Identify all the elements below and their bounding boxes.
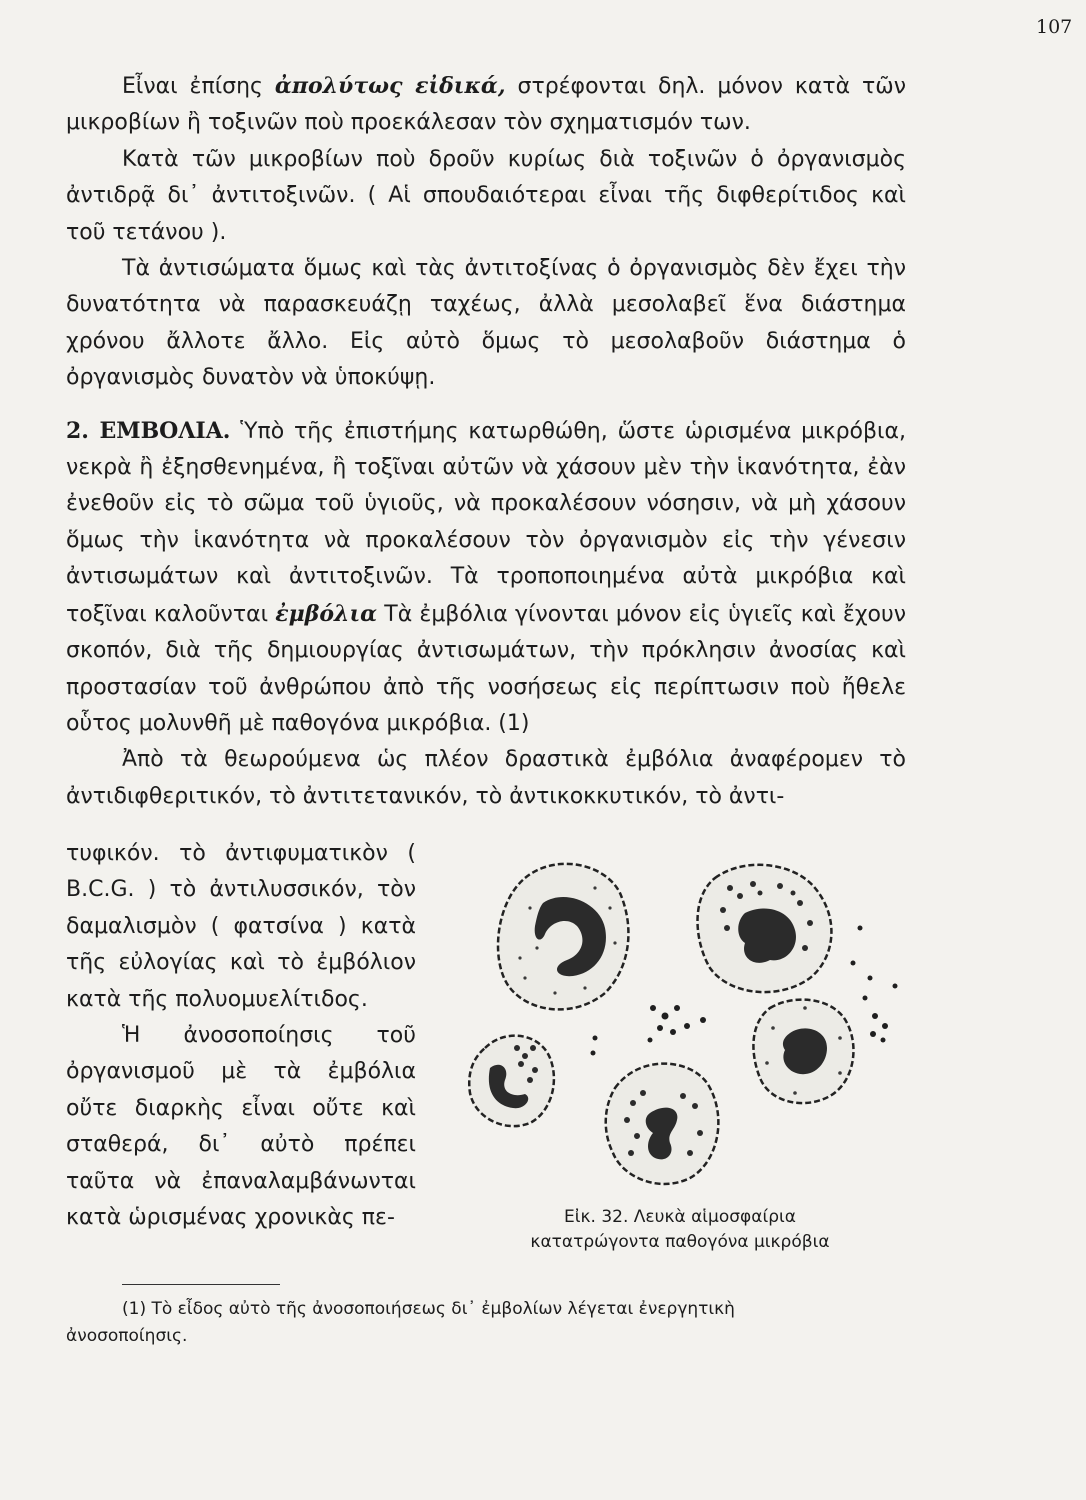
section-heading: 2. ΕΜΒΟΛΙΑ. — [66, 417, 231, 444]
cell-illustration — [469, 1036, 554, 1126]
cell-illustration — [698, 865, 832, 992]
emphasis-absolutely-specific: ἀπολύτως εἰδικά, — [274, 73, 506, 99]
paragraph-vaccines: 2. ΕΜΒΟΛΙΑ. Ὑπὸ τῆς ἐπιστήμης κατωρθώθη, ὥστε ὡρισμένα μικρόβια, νεκρὰ ἢ ἐξησθενημένα, ἢ τοξῖναι αὐτῶν νὰ χάσουν μὲν τὴν ἱκανότητα, ἐὰν ἐνεθοῦν εἰς τὸ σῶμα τοῦ ὑγιοῦς, νὰ προκαλέσουν νόσησιν, νὰ μὴ χάσουν ὅμως τὴν ἱκανότητα νὰ προκαλέσουν τὸν ὀργανισμὸν εἰς τὴν γένεσιν ἀντισωμάτων καὶ ἀντιτοξινῶν. Τὰ τροποποιημένα αὐτὰ μικρόβια καὶ τοξῖναι καλοῦνται ἐμβόλια Τὰ ἐμβόλια γίνονται μόνον εἰς ὑγιεῖς καὶ ἔχουν σκοπόν, διὰ τῆς δημιουργίας ἀντισωμάτων, τὴν πρόκλησιν ἀνοσίας καὶ προστασίαν τοῦ ἀνθρώπου ἀπὸ τῆς νοσήσεως εἰς περίπτωσιν ποὺ ἤθελε οὗτος μολυνθῆ μὲ παθογόνα μικρόβια. (1) — [66, 417, 907, 736]
page-number: 107 — [1036, 16, 1073, 38]
paragraph-antibodies-delay: Τὰ ἀντισώματα ὅμως καὶ τὰς ἀντιτοξίνας ὁ ὀργανισμὸς δὲν ἔχει τὴν δυνατότητα νὰ παρασκευάζῃ ταχέως, ἀλλὰ μεσολαβεῖ ἕνα διάστημα χρόνου ἄλλοτε ἄλλο. Εἰς αὐτὸ ὅμως τὸ μεσολαβοῦν διάστημα ὁ ὀργανισμὸς δυνατὸν νὰ ὑποκύψῃ. — [66, 256, 906, 391]
cell-illustration — [606, 1064, 719, 1184]
paragraph-specificity: Εἶναι ἐπίσης ἀπολύτως εἰδικά, στρέφονται δηλ. μόνον κατὰ τῶν μικροβίων ἢ τοξινῶν ποὺ προεκάλεσαν τὸν σχηματισμόν των. — [66, 73, 906, 136]
caption-line-2: κατατρώγοντα παθογόνα μικρόβια — [530, 1232, 830, 1252]
figure-white-blood-cells — [455, 848, 915, 1194]
cell-illustration — [753, 1000, 853, 1104]
caption-line-1: Εἰκ. 32. Λευκὰ αἱμοσφαίρια — [564, 1207, 796, 1227]
main-text — [66, 68, 906, 815]
paragraph-vaccine-list-start: Ἀπὸ τὰ θεωρούμενα ὡς πλέον δραστικὰ ἐμβόλια ἀναφέρομεν τὸ ἀντιδιφθεριτικόν, τὸ ἀντιτετανικόν, τὸ ἀντικοκκυτικόν, τὸ ἀντι- — [66, 747, 906, 809]
footnote-line-2: ἀνοσοποίησις. — [66, 1326, 188, 1346]
footnote-divider — [122, 1284, 280, 1285]
cell-illustration — [498, 864, 628, 1010]
paragraph-immunization: Ἡ ἀνοσοποίησις τοῦ ὀργανισμοῦ μὲ τὰ ἐμβόλια οὔτε διαρκὴς εἶναι οὔτε καὶ σταθερά, δι᾽ αὐτὸ πρέπει ταῦτα νὰ ἐπαναλαμβάνωνται κατὰ ὡρισμένας χρονικὰς πε- — [66, 1023, 416, 1231]
footnote-line-1: (1) Τὸ εἶδος αὐτὸ τῆς ἀνοσοποιήσεως δι᾽ ἐμβολίων λέγεται ἐνεργητικὴ — [122, 1299, 735, 1319]
paragraph-antitoxins: Κατὰ τῶν μικροβίων ποὺ δροῦν κυρίως διὰ τοξινῶν ὁ ὀργανισμὸς ἀντιδρᾷ δι᾽ ἀντιτοξινῶν. ( Αἱ σπουδαιότεραι εἶναι τῆς διφθερίτιδος καὶ τοῦ τετάνου ). — [66, 146, 906, 245]
column-text — [66, 836, 416, 1236]
figure-caption — [470, 1205, 890, 1255]
emphasis-vaccines: ἐμβόλια — [275, 600, 378, 627]
footnote — [66, 1296, 910, 1350]
paragraph-vaccine-list-cont: τυφικόν. τὸ ἀντιφυματικὸν ( B.C.G. ) τὸ ἀντιλυσσικόν, τὸν δαμαλισμὸν ( φατσίνα ) κατὰ τῆς εὐλογίας καὶ τὸ ἐμβόλιον κατὰ τῆς πολυομυελίτιδος. — [66, 841, 416, 1012]
